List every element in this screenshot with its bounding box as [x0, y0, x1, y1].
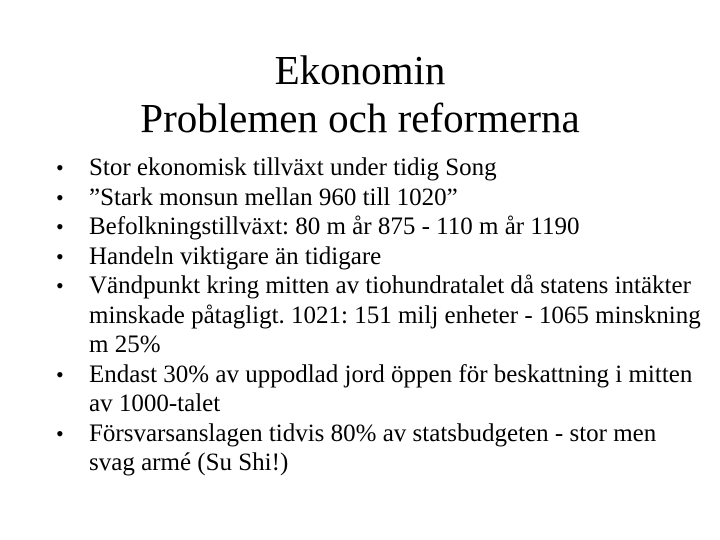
bullet-dot-icon: • [56, 214, 64, 239]
bullet-text: Befolkningstillväxt: 80 m år 875 - 110 m år 1190 [89, 213, 580, 240]
bullet-text: Handeln viktigare än tidigare [89, 242, 382, 270]
bullet-list [56, 153, 706, 478]
slide-title [0, 46, 720, 142]
bullet-text: Stor ekonomisk tillväxt under tidig Song [89, 154, 497, 181]
bullet-item [56, 153, 706, 183]
bullet-item [56, 242, 706, 272]
bullet-item [56, 360, 706, 419]
bullet-dot-icon: • [56, 273, 64, 298]
bullet-dot-icon: • [56, 420, 64, 446]
bullet-dot-icon: • [56, 184, 64, 210]
bullet-text: Endast 30% av uppodlad jord öppen för beskattning i mitten av 1000-talet [89, 360, 693, 417]
title-line-1: Ekonomin [274, 47, 446, 93]
bullet-text: Försvarsanslagen tidvis 80% av statsbudgeten - stor men svag armé (Su Shi!) [89, 419, 657, 476]
bullet-dot-icon: • [56, 155, 64, 180]
bullet-dot-icon: • [56, 361, 64, 387]
title-line-2: Problemen och reformerna [140, 95, 580, 141]
bullet-text: ”Stark monsun mellan 960 till 1020” [89, 183, 458, 211]
bullet-item [56, 183, 706, 213]
bullet-item [56, 271, 706, 360]
bullet-text: Vändpunkt kring mitten av tiohundratalet då statens intäkter minskade påtagligt. 1021: 151 milj enheter - 1065 minskning m 25% [89, 272, 701, 358]
bullet-item [56, 419, 706, 478]
bullet-dot-icon: • [56, 243, 64, 269]
bullet-item [56, 212, 706, 242]
